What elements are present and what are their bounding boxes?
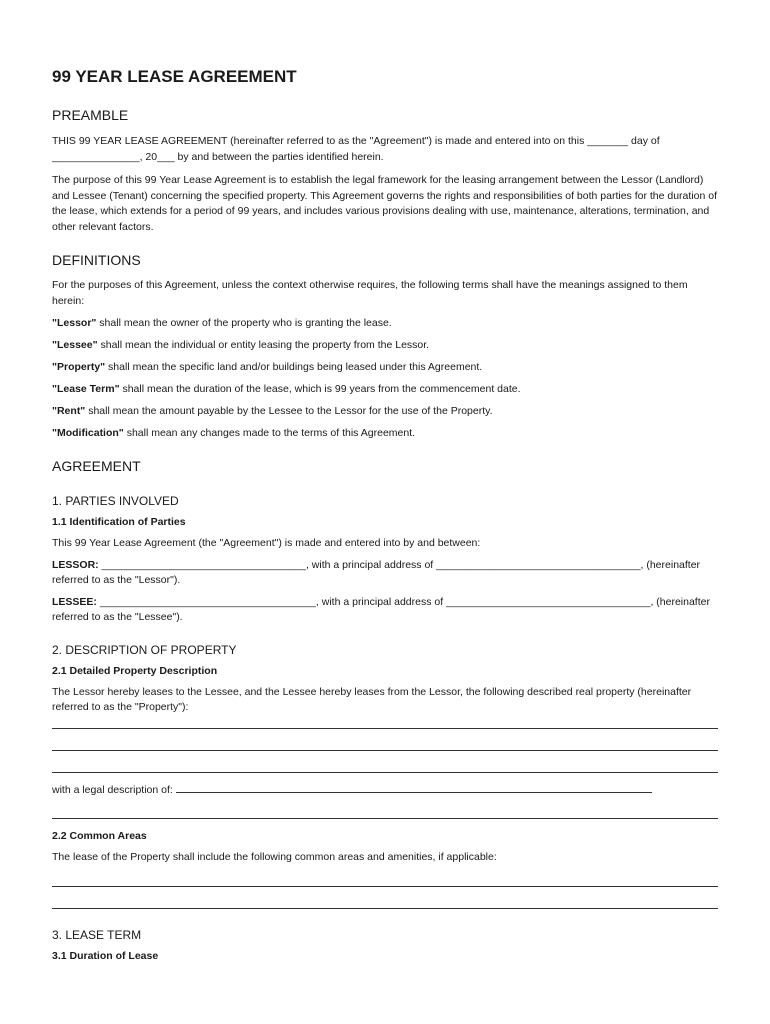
common-areas-heading: 2.2 Common Areas: [52, 830, 147, 842]
blank-line: [52, 728, 718, 729]
blank-line: [52, 772, 718, 773]
definition-text: shall mean the individual or entity leasing the property from the Lessor.: [97, 338, 430, 351]
lessor-label: LESSOR:: [52, 558, 99, 571]
agreement-heading: AGREEMENT: [52, 458, 141, 474]
definition-text: shall mean the specific land and/or buildings being leased under this Agreement.: [105, 360, 483, 373]
definition-term: "Lease Term": [52, 382, 120, 395]
definition-term: "Lessor": [52, 316, 97, 329]
blank-line: [52, 886, 718, 887]
definition-text: shall mean the duration of the lease, which is 99 years from the commencement date.: [119, 382, 521, 395]
definition-term: "Lessee": [52, 338, 98, 351]
blank-line: [52, 908, 718, 909]
blank-line: [52, 818, 718, 819]
lease-term-heading: 3. LEASE TERM: [52, 927, 142, 942]
preamble-paragraph-1: THIS 99 YEAR LEASE AGREEMENT (hereinafter referred to as the "Agreement") is made and entered into on this _______ day of _______________, 20___ by and between the parties identified herein.: [52, 135, 660, 163]
document-title: 99 YEAR LEASE AGREEMENT: [52, 67, 297, 86]
lessee-text: _____________________________________, with a principal address of ___________________________________, (hereinafter referred to as the "Lessee").: [52, 595, 710, 623]
common-areas-text: The lease of the Property shall include the following common areas and amenities, if applicable:: [52, 851, 497, 863]
lessor-line: [52, 558, 718, 589]
definition-text: shall mean the owner of the property who is granting the lease.: [96, 316, 392, 329]
definition-term: "Rent": [52, 404, 86, 417]
definition-lessee: [52, 338, 718, 354]
definitions-heading: DEFINITIONS: [52, 252, 141, 268]
property-heading: 2. DESCRIPTION OF PROPERTY: [52, 642, 237, 657]
definition-lease-term: [52, 382, 718, 398]
definition-term: "Property": [52, 360, 106, 373]
blank-line: [52, 750, 718, 751]
parties-intro: This 99 Year Lease Agreement (the "Agreement") is made and entered into by and between:: [52, 537, 481, 549]
lessee-label: LESSEE:: [52, 595, 97, 608]
lessor-text: ___________________________________, with a principal address of ___________________________________, (hereinafter referred to as the "Lessor").: [52, 558, 701, 586]
preamble-paragraph-2: The purpose of this 99 Year Lease Agreement is to establish the legal framework for the leasing arrangement between the Lessor (Landlord) and Lessee (Tenant) concerning the specified property. This Agreement governs the rights and responsibilities of both parties for the duration of the lease, which extends for a period of 99 years, and includes various provisions dealing with use, maintenance, alterations, termination, and other relevant factors.: [52, 174, 718, 233]
definition-term: "Modification": [52, 426, 124, 439]
legal-description-blank: [176, 783, 652, 793]
parties-heading: 1. PARTIES INVOLVED: [52, 494, 179, 508]
parties-subheading: 1.1 Identification of Parties: [52, 516, 186, 528]
definition-rent: [52, 404, 718, 420]
definition-modification: [52, 426, 718, 442]
legal-description-label: with a legal description of:: [52, 783, 173, 796]
definition-lessor: [52, 316, 718, 332]
lease-term-subheading: 3.1 Duration of Lease: [52, 949, 159, 962]
definition-text: shall mean the amount payable by the Lessee to the Lessor for the use of the Property.: [85, 404, 493, 417]
legal-description-line: [52, 783, 718, 799]
lessee-line: [52, 595, 718, 626]
property-description: The Lessor hereby leases to the Lessee, and the Lessee hereby leases from the Lessor, the following described real property (hereinafter referred to as the "Property"):: [52, 685, 692, 713]
property-subheading: 2.1 Detailed Property Description: [52, 664, 218, 677]
definition-property: [52, 360, 718, 376]
preamble-heading: PREAMBLE: [52, 107, 129, 123]
definition-text: shall mean any changes made to the terms of this Agreement.: [123, 426, 416, 439]
definitions-intro: For the purposes of this Agreement, unless the context otherwise requires, the following terms shall have the meanings assigned to them herein:: [52, 279, 688, 307]
